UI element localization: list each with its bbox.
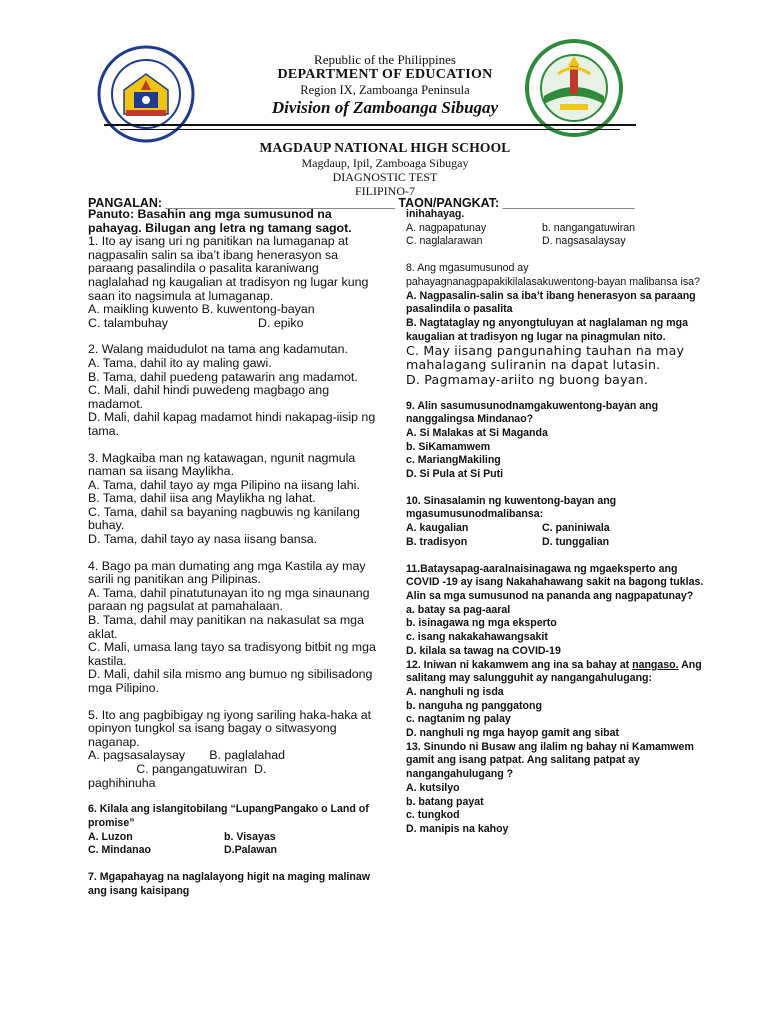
question-9-option-a[interactable]: A. Si Malakas at Si Maganda xyxy=(406,426,548,439)
question-3-option-d[interactable]: D. Tama, dahil tayo ay nasa iisang bansa. xyxy=(88,532,318,547)
division-title: Division of Zamboanga Sibugay xyxy=(271,98,499,117)
question-4-option-d[interactable]: D. Mali, dahil sila mismo ang bumuo ng sibilisadong mga Pilipino. xyxy=(88,667,373,695)
question-7-option-b[interactable]: b. nangangatuwiran xyxy=(542,221,636,234)
question-7-option-a[interactable]: A. nagpapatunay xyxy=(406,221,487,234)
question-8-option-d[interactable]: D. Pagmamay-ariito ng buong bayan. xyxy=(406,372,649,388)
question-11-option-d[interactable]: D. kilala sa tawag na COVID-19 xyxy=(406,644,561,657)
school-address: Magdaup, Ipil, Zamboaga Sibugay xyxy=(301,156,469,170)
question-10-options-row1 xyxy=(406,522,706,536)
subject-title: FILIPINO-7 xyxy=(355,184,415,198)
question-6-option-a[interactable]: A. Luzon xyxy=(88,830,133,843)
school-name: MAGDAUP NATIONAL HIGH SCHOOL xyxy=(259,140,511,155)
question-8: 8. Ang mgasumusunod ay pahayagnanagpapakikilalasakuwentong-bayan malibansa isa? xyxy=(406,262,700,288)
question-10-option-c[interactable]: C. paniniwala xyxy=(542,522,610,535)
question-4-option-c[interactable]: C. Mali, umasa lang tayo sa tradisyong bitbit ng mga kastila. xyxy=(88,640,376,668)
question-12-option-c[interactable]: c. nagtanim ng palay xyxy=(406,713,511,726)
question-1-option-d[interactable]: D. epiko xyxy=(258,315,304,330)
question-4: 4. Bago pa man dumating ang mga Kastila ay may sarili ng panitikan ang Pilipinas. xyxy=(88,558,366,587)
question-7-continued: inihahayag. xyxy=(406,208,465,220)
school-block xyxy=(180,140,590,198)
question-6-options-cd xyxy=(88,844,380,858)
question-12-option-d[interactable]: D. nanghuli ng mga hayop gamit ang sibat xyxy=(406,727,620,740)
question-9-option-c[interactable]: c. MariangMakiling xyxy=(406,454,501,467)
test-title: DIAGNOSTIC TEST xyxy=(332,170,438,184)
question-11: 11.Bataysapag-aaralnaisinagawa ng mgaeksperto ang COVID -19 ay isang Nakahahawang sakit na bagong tuklas. Alin sa mga sumusunod na pananda ang nagpapatunay? xyxy=(406,562,704,602)
question-12-option-b[interactable]: b. nanguha ng panggatong xyxy=(406,699,542,712)
header-rule-thin xyxy=(120,129,620,130)
instructions: Panuto: Basahin ang mga sumusunod na pahayag. Bilugan ang letra ng tamang sagot. xyxy=(88,207,352,235)
question-13-option-c[interactable]: c. tungkod xyxy=(406,809,460,822)
question-2-option-a[interactable]: A. Tama, dahil ito ay maling gawi. xyxy=(88,355,272,370)
question-13-option-b[interactable]: b. batang payat xyxy=(406,795,484,808)
question-2-option-c[interactable]: C. Mali, dahil hindi puwedeng magbago ang madamot. xyxy=(88,383,330,411)
question-6-block xyxy=(88,803,380,898)
name-section-line[interactable]: PANGALAN: _________________________________ TAON/PANGKAT: ___________________ xyxy=(88,196,635,210)
question-6-option-c[interactable]: C. Mindanao xyxy=(88,844,151,857)
letterhead xyxy=(200,52,570,118)
department-title: DEPARTMENT OF EDUCATION xyxy=(277,67,493,82)
question-7: 7. Mgapahayag na naglalayong higit na maging malinaw ang isang kaisipang xyxy=(88,870,370,897)
question-9-option-b[interactable]: b. SiKamamwem xyxy=(406,440,491,453)
question-12-text-end: Ang salitang may salungguhit ay nangangahulugang: xyxy=(406,658,702,685)
question-12-underlined-word: nangaso. xyxy=(632,658,679,671)
question-1-options-ab[interactable]: A. maikling kuwento B. kuwentong-bayan xyxy=(88,302,315,317)
question-6-option-d[interactable]: D.Palawan xyxy=(224,844,277,857)
question-7-options-ab xyxy=(406,222,706,236)
question-10-options-row2 xyxy=(406,536,706,550)
question-13: 13. Sinundo ni Busaw ang ilalim ng bahay ni Kamamwem gamit ang isang patpat. Ang salitang patpat ay nangangahulugang ? xyxy=(406,740,694,781)
question-7-options-cd xyxy=(406,235,706,249)
question-11-option-b[interactable]: b. isinagawa ng mga eksperto xyxy=(406,617,557,630)
question-1-options-cd xyxy=(88,317,380,331)
question-13-option-d[interactable]: D. manipis na kahoy xyxy=(406,822,509,835)
question-6: 6. Kilala ang islangitobilang “LupangPangako o Land of promise” xyxy=(88,803,369,829)
question-10-option-b[interactable]: B. tradisyon xyxy=(406,535,468,548)
right-column xyxy=(406,208,706,837)
question-8-option-b[interactable]: B. Nagtataglay ng anyongtuluyan at naglalaman ng mga kaugalian at tradisyon ng lugar na pinagmulan nito. xyxy=(406,316,688,343)
question-3-option-c[interactable]: C. Tama, dahil sa bayaning nagbuwis ng kanilang buhay. xyxy=(88,504,360,533)
question-2-option-b[interactable]: B. Tama, dahil puedeng patawarin ang madamot. xyxy=(88,369,358,384)
question-3-option-a[interactable]: A. Tama, dahil tayo ay mga Pilipino na iisang lahi. xyxy=(88,477,360,492)
question-11-option-a[interactable]: a. batay sa pag-aaral xyxy=(406,603,511,616)
question-5-options-cd[interactable]: C. pangangatuwiran D. xyxy=(88,761,267,776)
question-6-option-b[interactable]: b. Visayas xyxy=(224,830,276,843)
question-12 xyxy=(406,659,706,686)
question-10: 10. Sinasalamin ng kuwentong-bayan ang mgasumusunodmalibansa: xyxy=(406,494,617,521)
question-7-option-d[interactable]: D. nagsasalaysay xyxy=(542,235,626,248)
republic-text: Republic of the Philippines xyxy=(314,52,456,67)
question-11-option-c[interactable]: c. isang nakakahawangsakit xyxy=(406,631,548,644)
question-5-options-ab[interactable]: A. pagsasalaysay B. paglalahad xyxy=(88,748,285,763)
question-4-option-a[interactable]: A. Tama, dahil pinatutunayan ito ng mga sinaunang paraan ng pagsulat at pamahalaan. xyxy=(88,585,370,614)
question-5: 5. Ito ang pagbibigay ng iyong sariling haka-haka at opinyon tungkol sa isang bagay o sitwasyong naganap. xyxy=(88,707,372,749)
question-10-option-d[interactable]: D. tunggalian xyxy=(542,535,610,548)
question-4-option-b[interactable]: B. Tama, dahil may panitikan na nakasulat sa mga aklat. xyxy=(88,613,364,641)
question-8-option-c[interactable]: C. May iisang pangunahing tauhan na may mahalagang suliranin na dapat lutasin. xyxy=(406,343,685,372)
question-12-option-a[interactable]: A. nanghuli ng isda xyxy=(406,685,504,698)
question-3-option-b[interactable]: B. Tama, dahil iisa ang Maylikha ng lahat. xyxy=(88,491,316,506)
question-1: 1. Ito ay isang uri ng panitikan na lumaganap at nagpasalin salin sa iba’t ibang henerasyon sa paraang pasalindila o pasalita karaniwang naglalahad ng kaugalian at tradisyon ng lugar kung saan ito nagsimula at lumaganap. xyxy=(88,234,369,303)
question-8-option-a[interactable]: A. Nagpasalin-salin sa iba’t ibang henerasyon sa paraang pasalindila o pasalita xyxy=(406,289,696,316)
header-rule-thick xyxy=(104,124,636,126)
question-7-option-c[interactable]: C. naglalarawan xyxy=(406,235,483,248)
question-5-option-d-text[interactable]: paghihinuha xyxy=(88,775,156,790)
question-2: 2. Walang maidudulot na tama ang kadamutan. xyxy=(88,342,348,357)
question-10-option-a[interactable]: A. kaugalian xyxy=(406,522,469,535)
question-3: 3. Magkaiba man ng katawagan, ngunit nagmula naman sa iisang Maylikha. xyxy=(88,450,356,479)
question-6-options-ab xyxy=(88,831,380,845)
left-column xyxy=(88,208,380,898)
question-13-option-a[interactable]: A. kutsilyo xyxy=(406,781,460,794)
region-text: Region IX, Zamboanga Peninsula xyxy=(300,83,470,97)
question-1-option-c[interactable]: C. talambuhay xyxy=(88,315,168,330)
question-12-text-start: 12. Iniwan ni kakamwem ang ina sa bahay at xyxy=(406,658,633,671)
question-9-option-d[interactable]: D. Si Pula at Si Puti xyxy=(406,468,504,481)
question-9: 9. Alin sasumusunodnamgakuwentong-bayan ang nanggalingsa Mindanao? xyxy=(406,399,659,426)
question-2-option-d[interactable]: D. Mali, dahil kapag madamot hindi nakapag-iisip ng tama. xyxy=(88,410,376,438)
